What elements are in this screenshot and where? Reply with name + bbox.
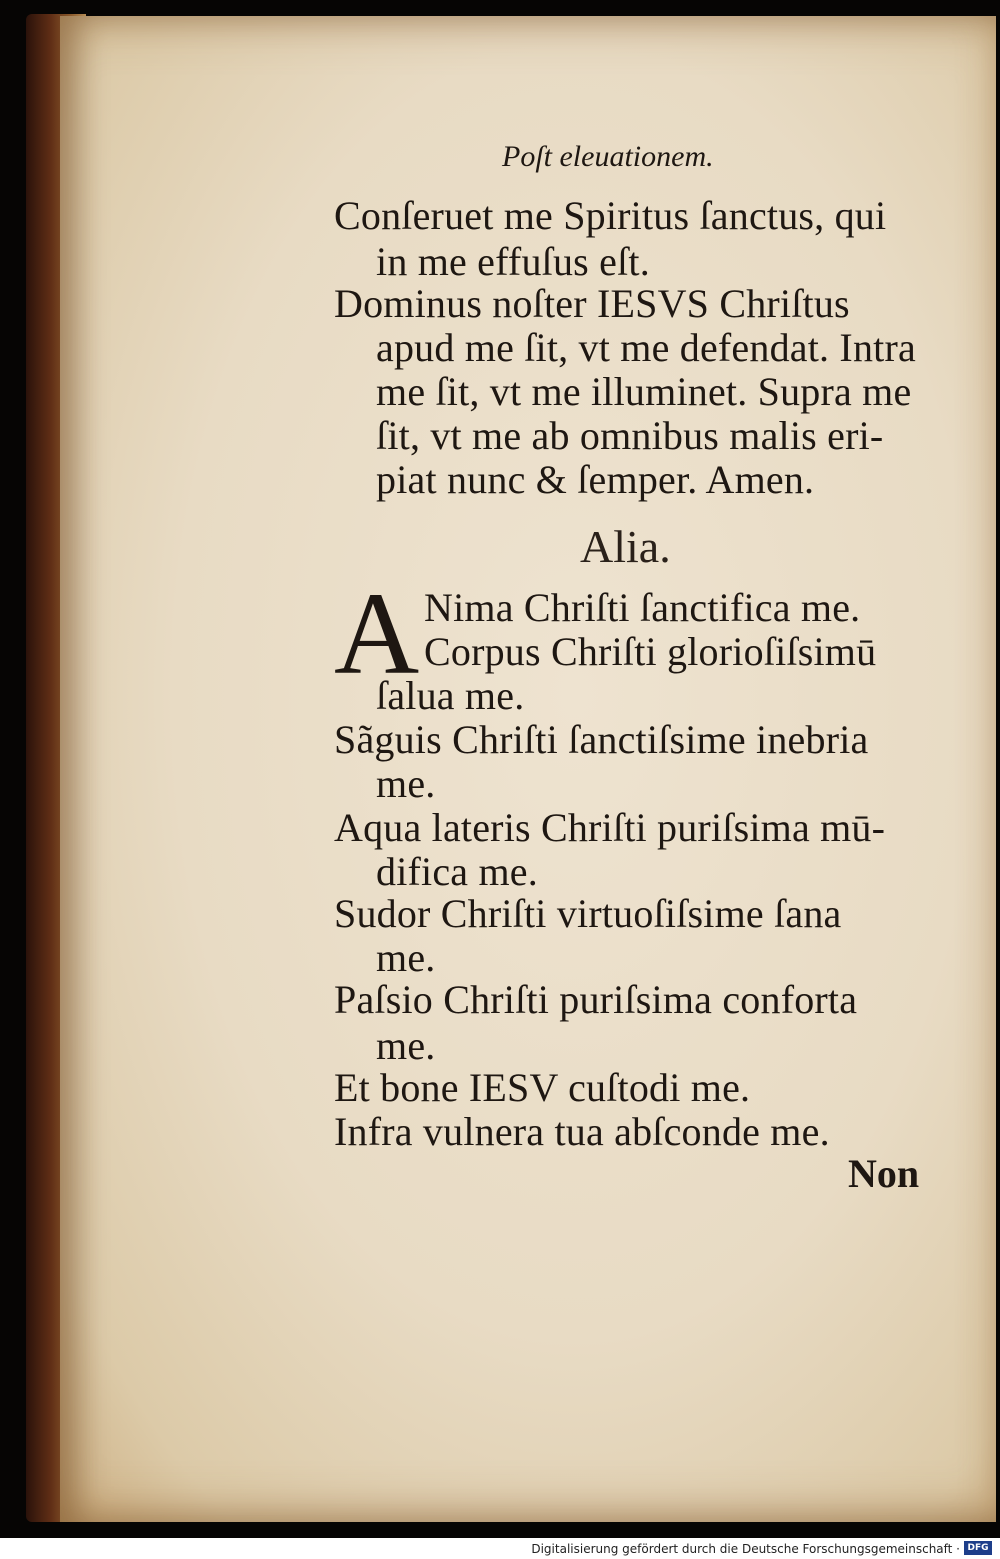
text-line: me.: [376, 761, 436, 806]
footer-credit: Digitalisierung gefördert durch die Deutsche Forschungsgemeinschaft ·: [531, 1542, 960, 1556]
section-heading: Alia.: [580, 521, 671, 572]
text-line: Aqua lateris Chriſti puriſsima mū-: [334, 805, 886, 850]
text-line: Paſsio Chriſti puriſsima conforta: [334, 977, 858, 1022]
text-line: ſalua me.: [376, 673, 525, 718]
running-head: Poſt eleuationem.: [502, 140, 714, 173]
text-line: me.: [376, 1023, 436, 1068]
text-line: Corpus Chriſti glorioſiſsimū: [424, 629, 877, 674]
text-line: Infra vulnera tua abſconde me.: [334, 1109, 830, 1154]
text-line: Sudor Chriſti virtuoſiſsime ſana: [334, 891, 842, 936]
text-line: Dominus noſter IESVS Chriſtus: [334, 281, 850, 326]
text-line: apud me ſit, vt me defendat. Intra: [376, 325, 916, 370]
dfg-logo: DFG: [964, 1541, 992, 1555]
text-line: me.: [376, 935, 436, 980]
drop-cap: A: [334, 568, 420, 699]
text-line: ſit, vt me ab omnibus malis eri-: [376, 413, 884, 458]
text-line: difica me.: [376, 849, 538, 894]
text-line: Sãguis Chriſti ſanctiſsime inebria: [334, 717, 869, 762]
text-line: me ſit, vt me illuminet. Supra me: [376, 369, 912, 414]
text-line: piat nunc & ſemper. Amen.: [376, 457, 815, 502]
catchword: Non: [848, 1151, 920, 1196]
text-line: Et bone IESV cuſtodi me.: [334, 1065, 751, 1110]
text-line: in me effuſus eſt.: [376, 239, 650, 284]
text-line: Nima Chriſti ſanctifica me.: [424, 585, 861, 630]
text-line: Conſeruet me Spiritus ſanctus, qui: [334, 193, 887, 238]
